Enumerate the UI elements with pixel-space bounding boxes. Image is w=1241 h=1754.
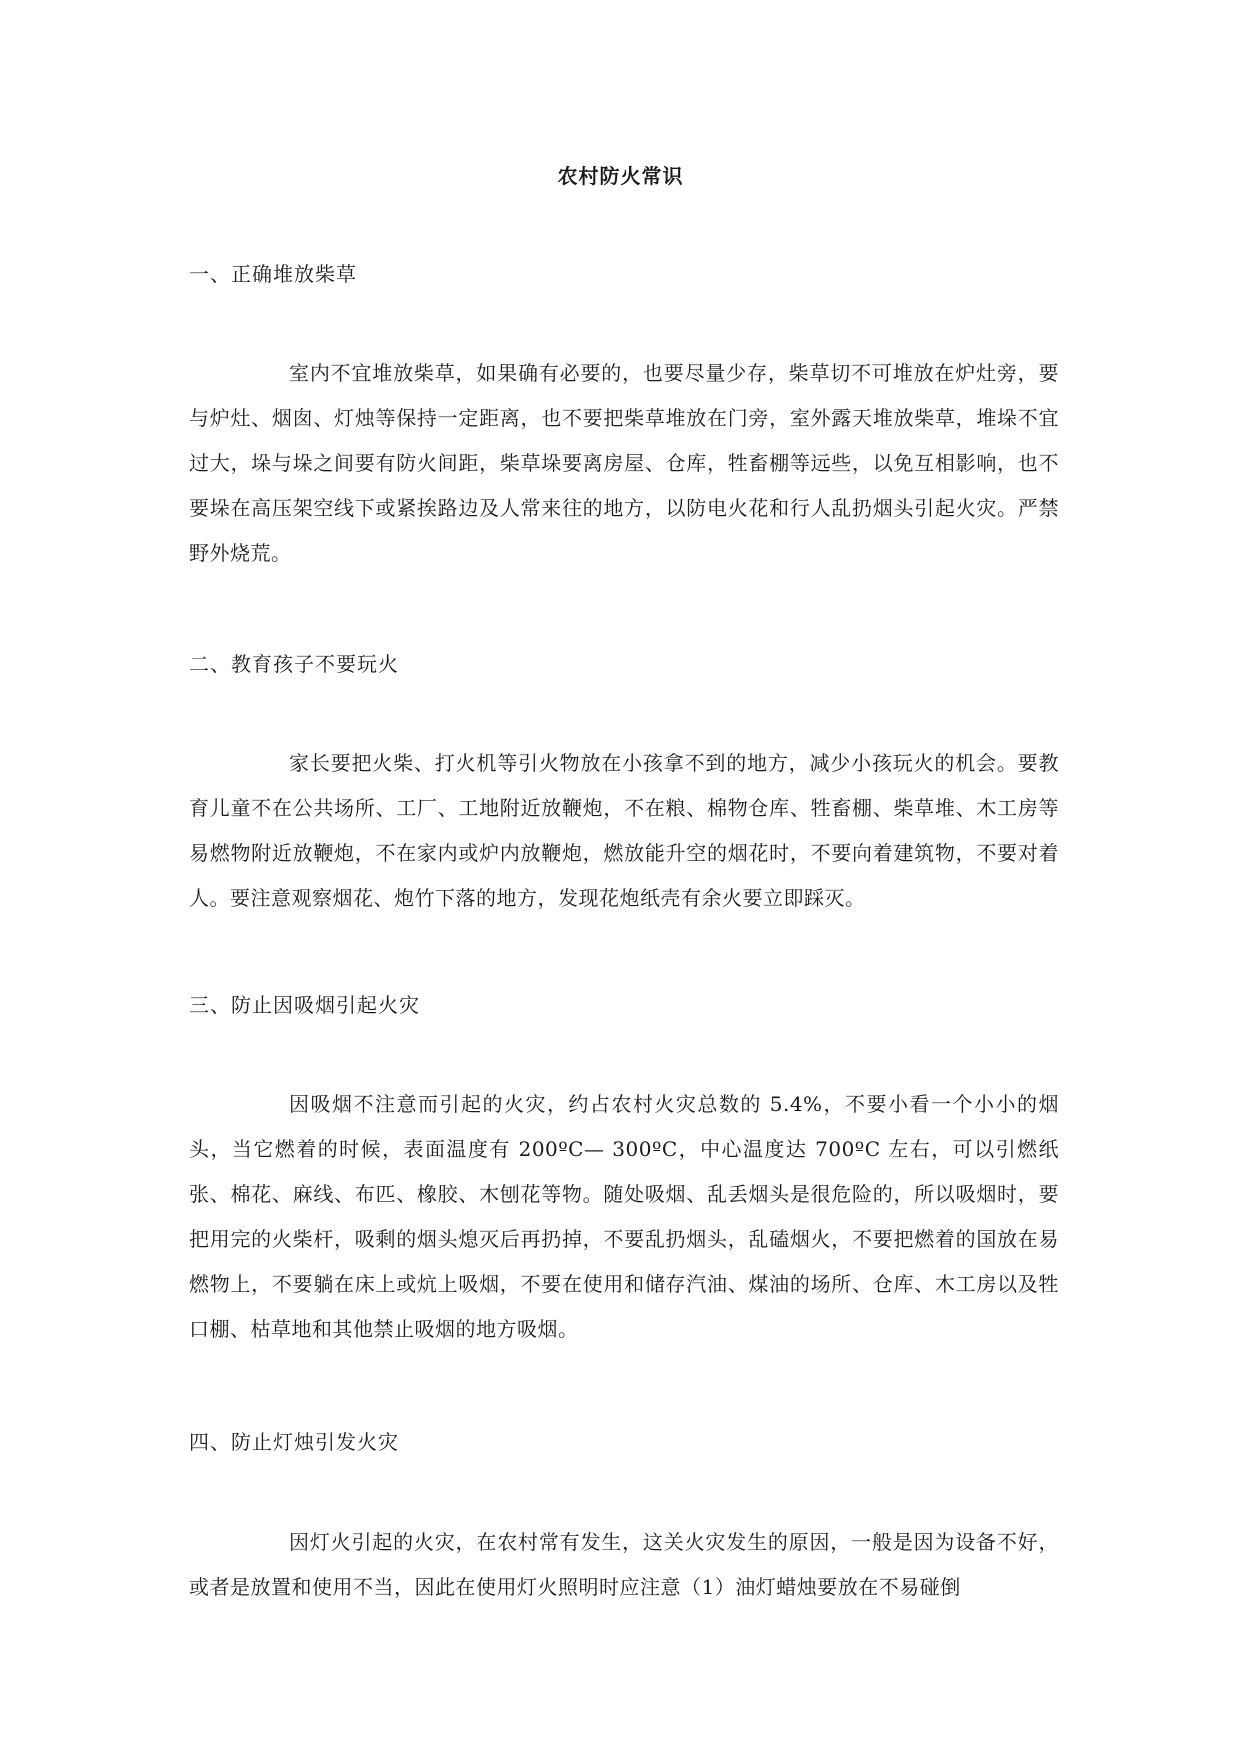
section-heading: 二、教育孩子不要玩火 (189, 652, 399, 676)
section-paragraph: 因吸烟不注意而引起的火灾，约占农村火灾总数的 5.4%，不要小看一个小小的烟头，当它燃着的时候，表面温度有 200ºC— 300ºC，中心温度达 700ºC 左右，可以引燃纸张、棉花、麻线、布匹、橡胶、木刨花等物。随处吸烟、乱丢烟头是很危险的，所以吸烟时，要把用完的火柴杆，吸剩的烟头熄灭后再扔掉，不要乱扔烟头，乱磕烟火，不要把燃着的国放在易燃物上，不要躺在床上或炕上吸烟，不要在使用和储存汽油、煤油的场所、仓库、木工房以及牲口棚、枯草地和其他禁止吸烟的地方吸烟。 (189, 1092, 1059, 1341)
section-heading: 三、防止因吸烟引起火灾 (189, 993, 420, 1017)
section-heading: 一、正确堆放柴草 (189, 262, 357, 286)
section-paragraph: 室内不宜堆放柴草，如果确有必要的，也要尽量少存，柴草切不可堆放在炉灶旁，要与炉灶、烟囱、灯烛等保持一定距离，也不要把柴草堆放在门旁，室外露天堆放柴草，堆垛不宜过大，垛与垛之间要有防火间距，柴草垛要离房屋、仓库，牲畜棚等远些，以免互相影响，也不要垛在高压架空线下或紧挨路边及人常来往的地方，以防电火花和行人乱扔烟头引起火灾。严禁野外烧荒。 (189, 361, 1059, 565)
section-heading: 四、防止灯烛引发火灾 (189, 1430, 399, 1454)
section-paragraph: 家长要把火柴、打火机等引火物放在小孩拿不到的地方，减少小孩玩火的机会。要教育儿童不在公共场所、工厂、工地附近放鞭炮，不在粮、棉物仓库、牲畜棚、柴草堆、木工房等易燃物附近放鞭炮，不在家内或炉内放鞭炮，燃放能升空的烟花时，不要向着建筑物，不要对着人。要注意观察烟花、炮竹下落的地方，发现花炮纸壳有余火要立即踩灭。 (189, 751, 1059, 910)
section-paragraph: 因灯火引起的火灾，在农村常有发生，这关火灾发生的原因，一般是因为设备不好，或者是放置和使用不当，因此在使用灯火照明时应注意（1）油灯蜡烛要放在不易碰倒 (189, 1530, 1059, 1599)
document-title: 农村防火常识 (557, 164, 684, 188)
